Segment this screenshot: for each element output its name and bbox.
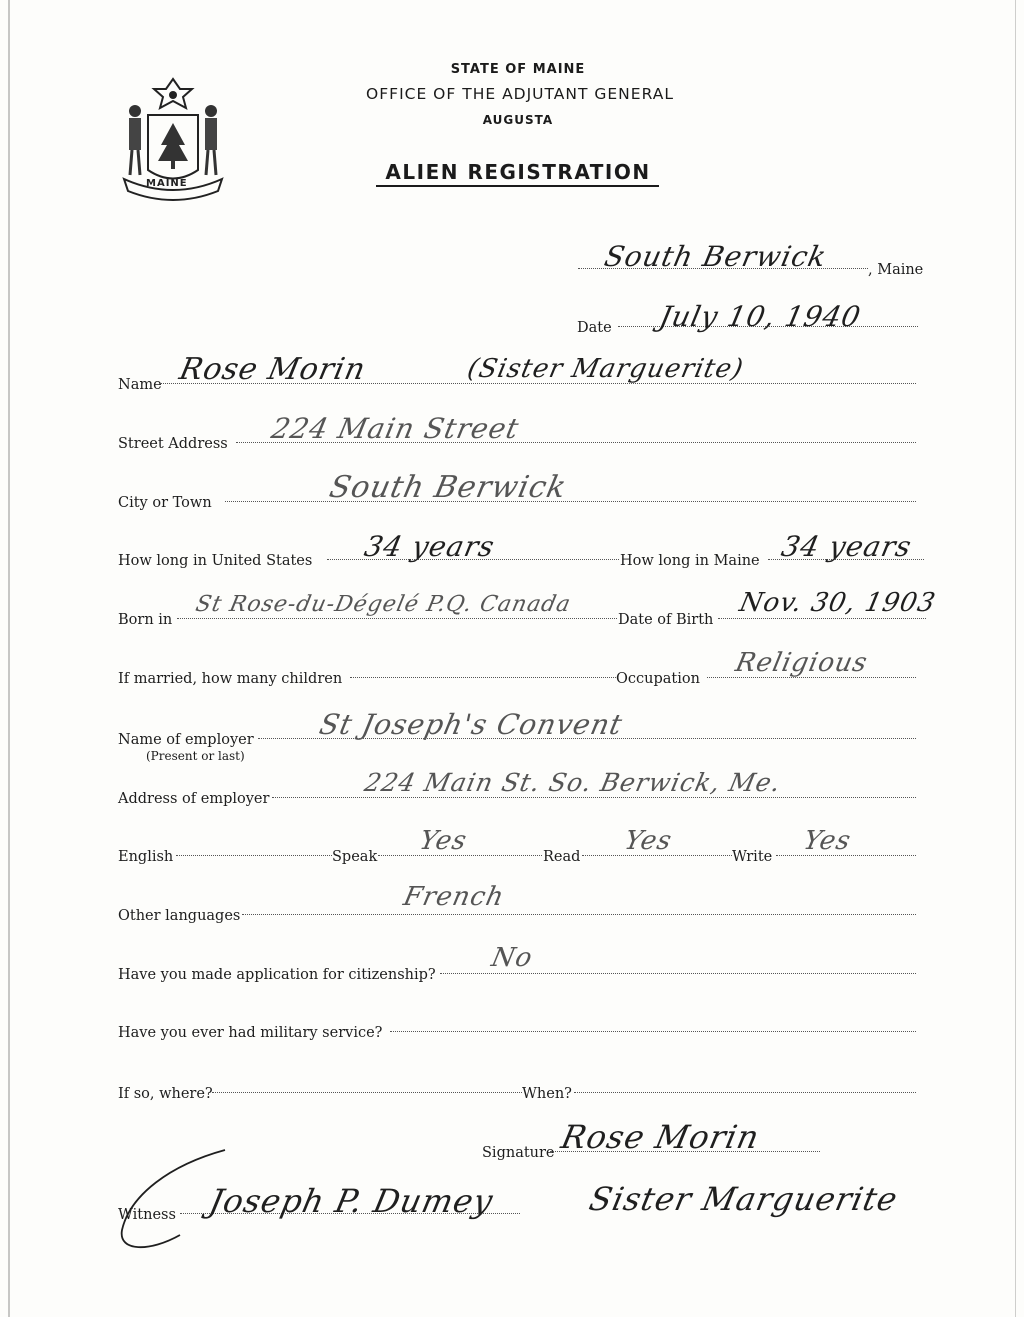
military-label: Have you ever had military service?	[118, 1025, 383, 1041]
military-line	[390, 1029, 916, 1032]
born-label: Born in	[118, 612, 173, 628]
city-label: City or Town	[118, 495, 212, 511]
header-office: OFFICE OF THE ADJUTANT GENERAL	[366, 85, 674, 103]
name-label: Name	[118, 377, 162, 393]
dob-label: Date of Birth	[618, 612, 714, 628]
city-value: South Berwick	[326, 470, 570, 505]
town-value: South Berwick	[601, 240, 830, 273]
where-line	[212, 1090, 522, 1093]
born-value: St Rose-du-Dégelé P.Q. Canada	[193, 592, 574, 617]
town-suffix: , Maine	[868, 262, 924, 278]
witness-label: Witness	[118, 1207, 176, 1223]
street-label: Street Address	[118, 436, 228, 452]
seal-banner-text: MAINE	[146, 178, 188, 189]
form-title: ALIEN REGISTRATION	[385, 160, 651, 184]
name-value: Rose Morin	[176, 352, 370, 387]
occupation-label: Occupation	[616, 671, 700, 687]
write-label: Write	[732, 849, 773, 865]
date-value: July 10, 1940	[656, 300, 865, 333]
english-label: English	[118, 849, 174, 865]
us-label: How long in United States	[118, 553, 313, 569]
signature-value: Rose Morin	[557, 1118, 764, 1156]
other-lang-label: Other languages	[118, 908, 241, 924]
title-underline	[376, 185, 659, 187]
when-line	[574, 1090, 916, 1093]
speak-label: Speak	[332, 849, 378, 865]
other-lang-line	[242, 912, 916, 915]
name-extra: (Sister Marguerite)	[464, 354, 747, 384]
witness-value: Joseph P. Dumey	[205, 1182, 497, 1220]
header-state: STATE OF MAINE	[450, 62, 586, 77]
read-label: Read	[543, 849, 581, 865]
occupation-value: Religious	[732, 648, 871, 678]
english-line	[176, 853, 332, 856]
emp-addr-label: Address of employer	[118, 791, 270, 807]
other-lang-value: French	[400, 882, 508, 912]
signature-label: Signature	[482, 1145, 555, 1161]
us-value: 34 years	[361, 530, 498, 563]
where-label: If so, where?	[118, 1086, 213, 1102]
citizenship-label: Have you made application for citizenship?	[118, 967, 436, 983]
signature-extra: Sister Marguerite	[585, 1180, 902, 1218]
date-label: Date	[577, 320, 612, 336]
employer-sub: (Present or last)	[146, 749, 245, 763]
dob-value: Nov. 30, 1903	[736, 588, 939, 618]
maine-label: How long in Maine	[620, 553, 760, 569]
read-value: Yes	[621, 826, 675, 856]
employer-label: Name of employer	[118, 732, 254, 748]
children-label: If married, how many children	[118, 671, 343, 687]
employer-value: St Joseph's Convent	[316, 708, 626, 741]
when-label: When?	[522, 1086, 572, 1102]
children-line	[350, 675, 616, 678]
maine-value: 34 years	[778, 530, 915, 563]
emp-addr-value: 224 Main St. So. Berwick, Me.	[361, 768, 784, 797]
citizenship-value: No	[488, 943, 536, 973]
header-city: AUGUSTA	[482, 113, 554, 127]
write-value: Yes	[800, 826, 854, 856]
speak-value: Yes	[416, 826, 470, 856]
street-value: 224 Main Street	[268, 412, 523, 445]
